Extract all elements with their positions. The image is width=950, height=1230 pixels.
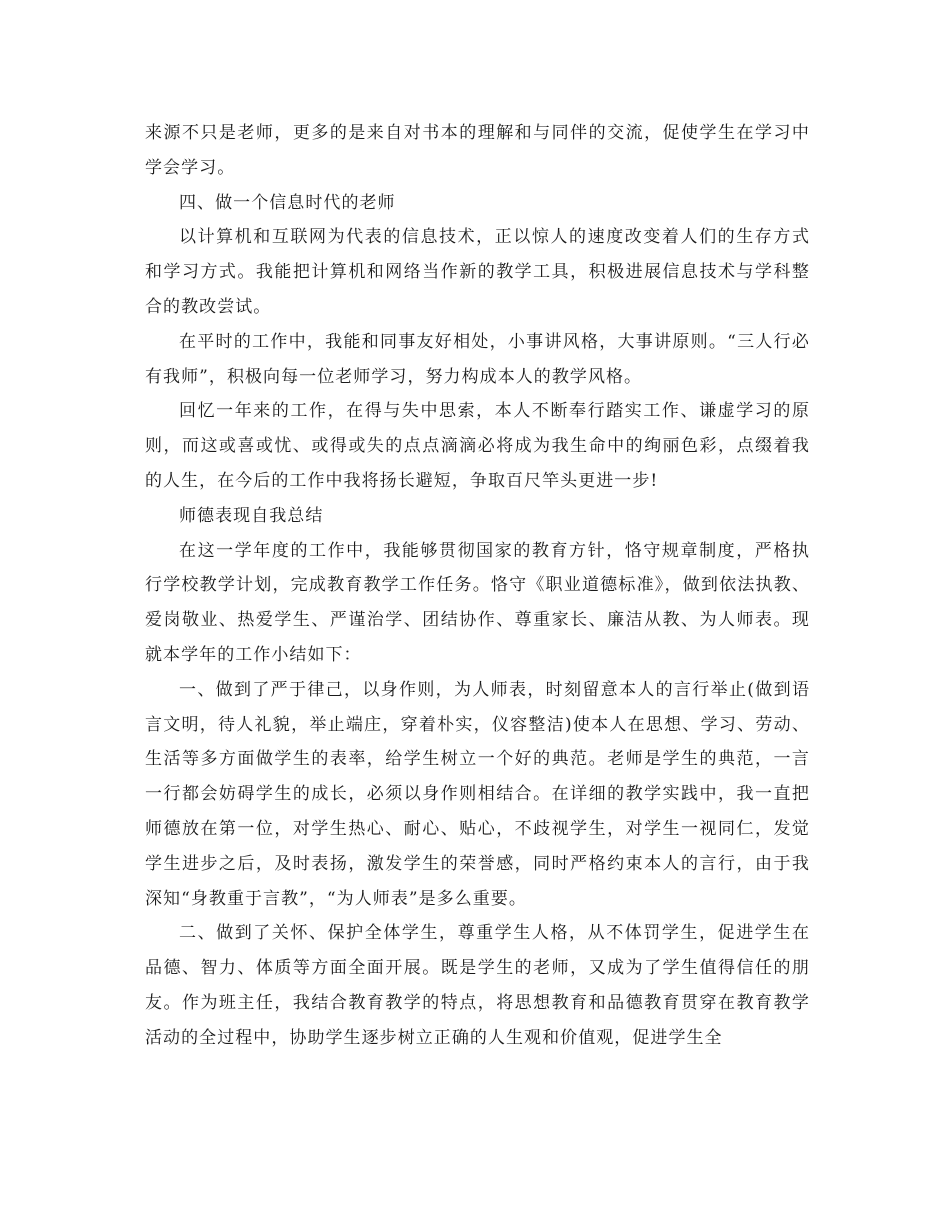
paragraph-intro: 在这一学年度的工作中，我能够贯彻国家的教育方针，恪守规章制度，严格执行学校教学计划，完成教育教学工作任务。恪守《职业道德标准》，做到依法执教、爱岗敬业、热爱学生、严谨治学、团结协作、尊重家长、廉洁从教、为人师表。现就本学年的工作小结如下：: [145, 540, 810, 665]
paragraph-point-one: 一、做到了严于律己，以身作则，为人师表，时刻留意本人的言行举止(做到语言文明，待人礼貌，举止端庄，穿着朴实，仪容整洁)使本人在思想、学习、劳动、生活等多方面做学生的表率，给学生树立一个好的典范。老师是学生的典范，一言一行都会妨碍学生的成长，必须以身作则相结合。在详细的教学实践中，我一直把师德放在第一位，对学生热心、耐心、贴心，不歧视学生，对学生一视同仁，发觉学生进步之后，及时表扬，激发学生的荣誉感，同时严格约束本人的言行，由于我深知“身教重于言教”，“为人师表”是多么重要。: [145, 679, 810, 909]
document-title-ethics-summary: 师德表现自我总结: [179, 505, 324, 526]
paragraph-year-review: 回忆一年来的工作，在得与失中思索，本人不断奉行踏实工作、谦虚学习的原则，而这或喜或忧、或得或失的点点滴滴必将成为我生命中的绚丽色彩，点缀着我的人生，在今后的工作中我将扬长避短，争取百尺竿头更进一步!: [145, 401, 810, 491]
paragraph-continuation: 来源不只是老师，更多的是来自对书本的理解和与同伴的交流，促使学生在学习中学会学习。: [145, 123, 810, 178]
paragraph-colleagues: 在平时的工作中，我能和同事友好相处，小事讲风格，大事讲原则。“三人行必有我师”，积极向每一位老师学习，努力构成本人的教学风格。: [145, 331, 810, 387]
paragraph-information-technology: 以计算机和互联网为代表的信息技术，正以惊人的速度改变着人们的生存方式和学习方式。我能把计算机和网络当作新的教学工具，积极进展信息技术与学科整合的教改尝试。: [145, 227, 810, 317]
section-heading-information-era: 四、做一个信息时代的老师: [179, 192, 396, 213]
paragraph-point-two: 二、做到了关怀、保护全体学生，尊重学生人格，从不体罚学生，促进学生在品德、智力、体质等方面全面开展。既是学生的老师，又成为了学生值得信任的朋友。作为班主任，我结合教育教学的特点，将思想教育和品德教育贯穿在教育教学活动的全过程中，协助学生逐步树立正确的人生观和价值观，促进学生全: [145, 923, 810, 1048]
